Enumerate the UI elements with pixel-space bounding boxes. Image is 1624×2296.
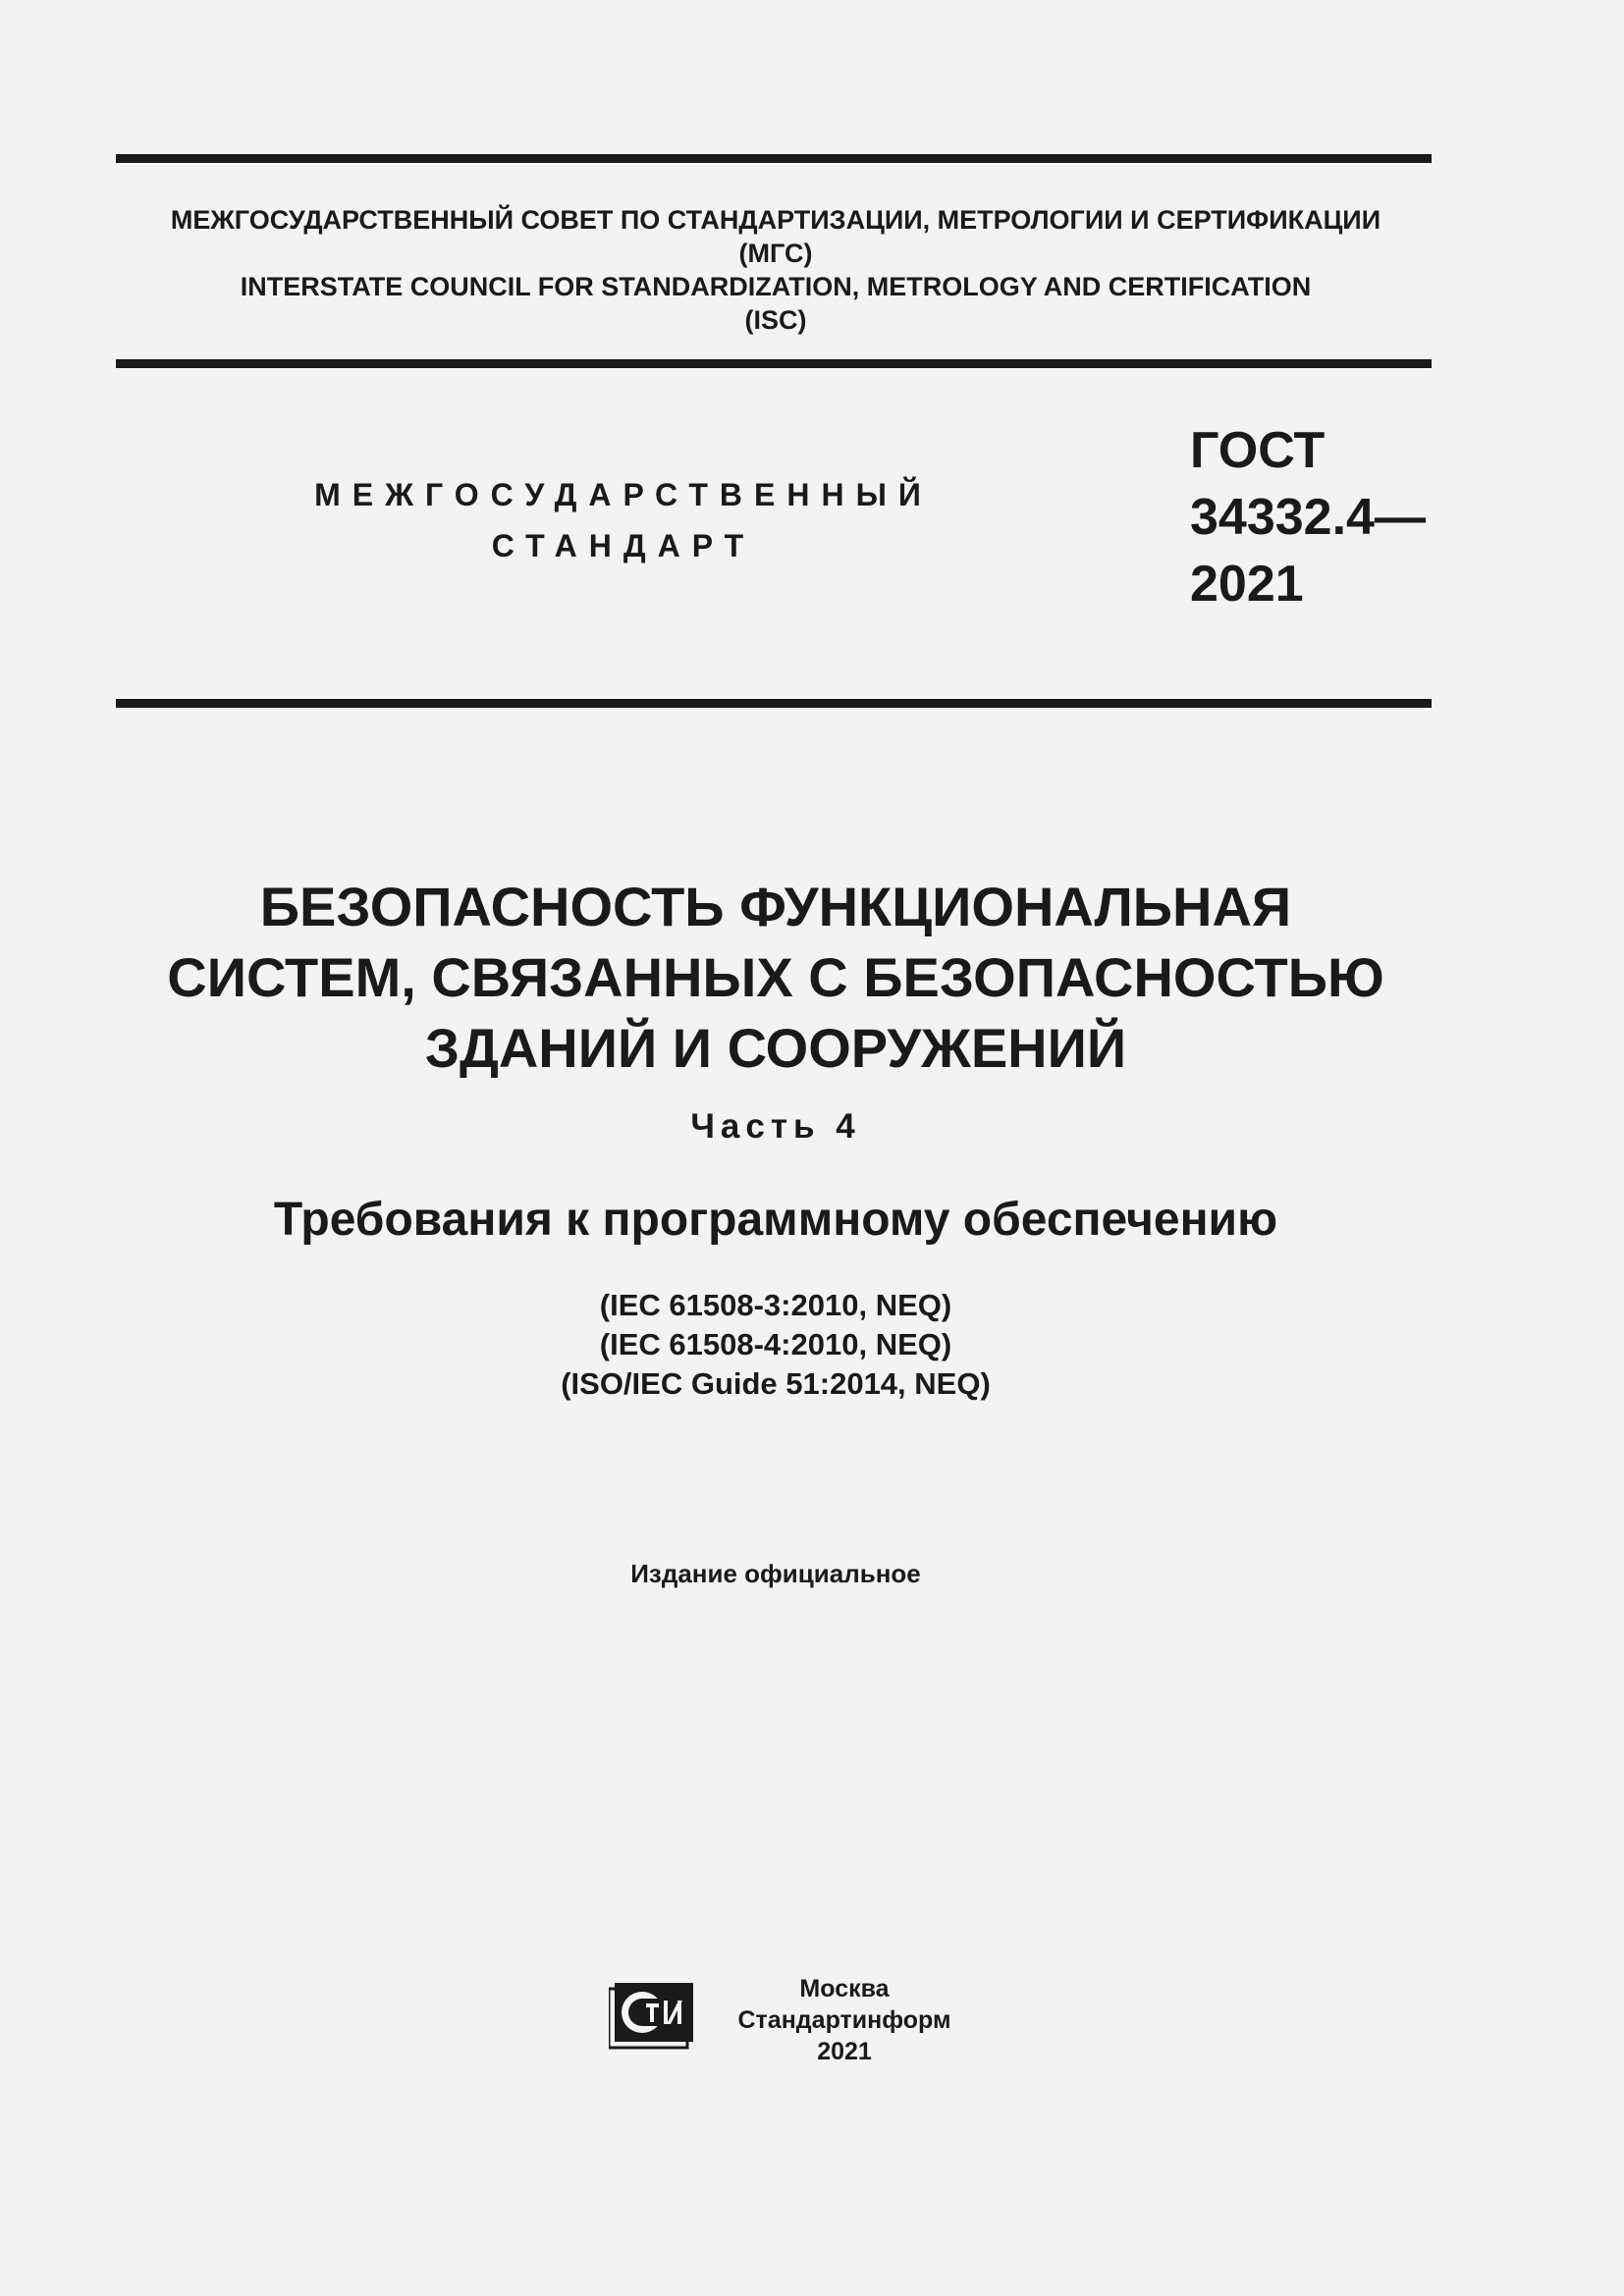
- publisher-city: Москва: [799, 1975, 890, 2002]
- top-rule: [116, 154, 1432, 163]
- reference-item: (IEC 61508-4:2010, NEQ): [599, 1327, 952, 1362]
- council-header: [0, 203, 1551, 337]
- council-abbr-ru: (МГС): [738, 239, 813, 268]
- title-line3: ЗДАНИЙ И СООРУЖЕНИЙ: [424, 1017, 1127, 1079]
- edition-note: Издание официальное: [630, 1559, 921, 1588]
- publisher-year: 2021: [817, 2038, 872, 2065]
- document-title: [0, 872, 1551, 1084]
- council-rule: [116, 359, 1432, 368]
- standard-label: [295, 469, 952, 571]
- reference-standards: [0, 1286, 1551, 1404]
- title-line2: СИСТЕМ, СВЯЗАННЫХ С БЕЗОПАСНОСТЬЮ: [167, 946, 1384, 1008]
- publisher-block: [717, 1973, 972, 2067]
- gost-designation: [1190, 417, 1426, 617]
- title-line1: БЕЗОПАСНОСТЬ ФУНКЦИОНАЛЬНАЯ: [259, 876, 1292, 937]
- publisher-name: Стандартинформ: [737, 2006, 951, 2034]
- designation-rule: [116, 699, 1432, 708]
- council-name-ru: МЕЖГОСУДАРСТВЕННЫЙ СОВЕТ ПО СТАНДАРТИЗАЦИИ, МЕТРОЛОГИИ И СЕРТИФИКАЦИИ: [170, 205, 1381, 235]
- gost-year: 2021: [1190, 556, 1304, 613]
- gost-number: 34332.4—: [1190, 489, 1426, 546]
- standartinform-logo-icon: [609, 1979, 699, 2052]
- document-subtitle: Требования к программному обеспечению: [273, 1194, 1278, 1246]
- standard-label-line2: СТАНДАРТ: [491, 528, 756, 563]
- standard-label-line1: МЕЖГОСУДАРСТВЕННЫЙ: [314, 477, 933, 512]
- part-number: Часть 4: [690, 1107, 861, 1146]
- reference-item: (ISO/IEC Guide 51:2014, NEQ): [561, 1366, 991, 1401]
- council-name-en: INTERSTATE COUNCIL FOR STANDARDIZATION, METROLOGY AND CERTIFICATION: [240, 272, 1312, 301]
- gost-prefix: ГОСТ: [1190, 422, 1326, 479]
- council-abbr-en: (ISC): [744, 305, 807, 335]
- reference-item: (IEC 61508-3:2010, NEQ): [599, 1288, 952, 1322]
